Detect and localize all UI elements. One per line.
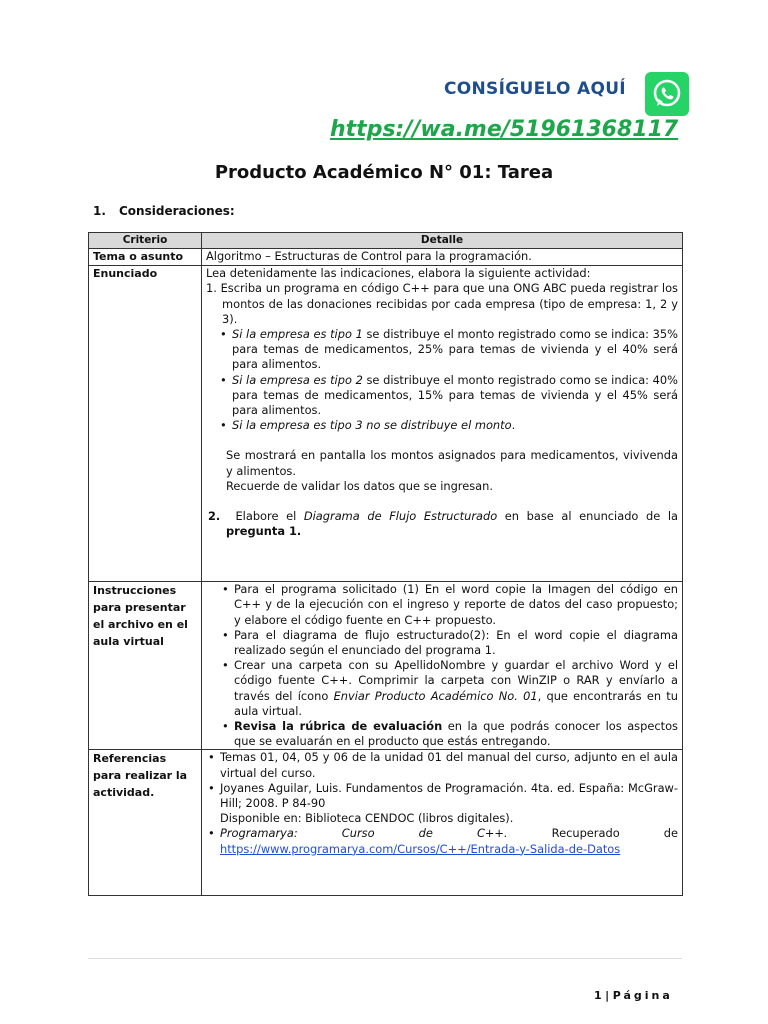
row-label-instrucciones: Instrucciones para presentar el archivo en el aula virtual	[89, 582, 202, 750]
enunciado-item-1	[206, 281, 678, 327]
list-item	[220, 719, 678, 749]
programarya-link[interactable]: https://www.programarya.com/Cursos/C++/Entrada-y-Salida-de-Datos	[220, 841, 621, 856]
section-number: 1.	[93, 204, 106, 218]
bullet-3-post: , que encontrarás en tu aula virtual.	[234, 688, 678, 718]
row-label-referencias: Referencias para realizar la actividad.	[89, 750, 202, 896]
ref-3-mid: Recuperado de	[507, 826, 682, 841]
section-heading	[93, 204, 235, 218]
enunciado-note-2: Recuerde de validar los datos que se ingresan.	[226, 478, 494, 493]
item-2-mid: en base al enunciado de la	[497, 509, 678, 524]
table-row-tema	[89, 249, 683, 266]
ref-2-text: Joyanes Aguilar, Luis. Fundamentos de Programación. 4ta. ed. España: McGraw-Hill; 2008. P 84-90	[220, 780, 678, 811]
row-detail-referencias	[202, 750, 683, 896]
considerations-table	[88, 232, 683, 896]
bullet-4-text: en la que podrás conocer los aspectos que se evaluarán en el producto que estás entregando.	[234, 719, 678, 749]
list-item	[218, 373, 678, 419]
bullet-3-italic: Enviar Producto Académico No. 01	[333, 688, 538, 703]
list-item	[218, 418, 678, 433]
header-criterio: Criterio	[89, 233, 202, 249]
bullet-3-italic: Si la empresa es tipo 3 no se distribuye el monto	[232, 418, 512, 433]
bullet-1-text: se distribuye el monto registrado como se indica: 35% para temas de medicamentos, 25% para temas de vivienda y el 40% será para alimentos.	[232, 327, 678, 372]
bullet-3-text: .	[511, 418, 516, 433]
bullet-4-bold: Revisa la rúbrica de evaluación	[234, 719, 443, 734]
document-title: Producto Académico N° 01: Tarea	[214, 162, 554, 183]
bullet-1-italic: Si la empresa es tipo 1	[232, 327, 363, 342]
page-number: 1	[594, 989, 602, 1002]
bullet-2-text: se distribuye el monto registrado como se indica: 40% para temas de medicamentos, 15% para temas de vivienda y el 45% será para alimentos.	[232, 372, 678, 418]
whatsapp-icon[interactable]	[645, 72, 689, 116]
bullet-3-pre: Crear una carpeta con su ApellidoNombre y guardar el archivo Word y el código fuente C++. Comprimir la carpeta con WinZIP o RAR y envíarlo a través del ícono	[234, 658, 678, 703]
list-item: • Temas 01, 04, 05 y 06 de la unidad 01 del manual del curso, adjunto en el aula virtual del curso.	[206, 750, 678, 780]
ref-2-availability: Disponible en: Biblioteca CENDOC (libros digitales).	[220, 811, 514, 826]
list-item: • Para el diagrama de flujo estructurado(2): En el word copie el diagrama realizado según el enunciado del programa 1.	[220, 628, 678, 658]
item-2-end: .	[296, 524, 302, 539]
table-row-instrucciones	[89, 582, 683, 750]
enunciado-bullets	[218, 327, 678, 433]
list-item	[220, 658, 678, 719]
promo-title: CONSÍGUELO AQUÍ	[444, 79, 626, 99]
section-title: Consideraciones:	[119, 204, 235, 218]
instrucciones-bullets	[220, 582, 678, 749]
list-item	[206, 781, 678, 827]
enunciado-item-2	[206, 509, 678, 539]
bullet-2-italic: Si la empresa es tipo 2	[232, 372, 363, 387]
item-2-italic: Diagrama de Flujo Estructurado	[303, 509, 498, 524]
item-2-bold: pregunta 1	[226, 524, 297, 539]
row-detail-tema: Algoritmo – Estructuras de Control para la programación.	[202, 249, 683, 266]
item-1-number: 1.	[206, 281, 217, 296]
footer-divider	[88, 958, 682, 959]
ref-3-italic: Programarya: Curso de C++.	[220, 826, 508, 841]
header-detalle: Detalle	[202, 233, 683, 249]
enunciado-note-1: Se mostrará en pantalla los montos asignados para medicamentos, vivivenda y alimentos.	[226, 448, 678, 478]
referencias-bullets	[206, 750, 682, 856]
list-item	[218, 327, 678, 373]
page-label: Página	[612, 989, 673, 1002]
page-footer	[594, 989, 673, 1002]
row-detail-instrucciones	[202, 582, 683, 750]
table-row-enunciado	[89, 266, 683, 582]
list-item: • Para el programa solicitado (1) En el word copie la Imagen del código en C++ y de la ejecución con el ingreso y reporte de datos del caso propuesto; y elabore el código fuente en C++ propuesto.	[220, 582, 678, 628]
promo-banner	[0, 0, 768, 160]
item-2-pre: Elabore el	[235, 509, 304, 524]
list-item	[206, 826, 682, 856]
item-1-text: Escriba un programa en código C++ para que una ONG ABC pueda registrar los montos de las donaciones recibidas por cada empresa (tipo de empresa: 1, 2 y 3).	[220, 281, 678, 326]
table-row-referencias	[89, 750, 683, 896]
whatsapp-link[interactable]: https://wa.me/51961368117	[330, 117, 679, 142]
row-label-enunciado: Enunciado	[89, 266, 202, 582]
row-detail-enunciado	[202, 266, 683, 582]
enunciado-intro: Lea detenidamente las indicaciones, elabora la siguiente actividad:	[206, 266, 591, 281]
table-header-row	[89, 233, 683, 249]
item-2-number: 2.	[208, 509, 221, 524]
row-label-tema: Tema o asunto	[89, 249, 202, 266]
footer-separator: |	[605, 989, 610, 1002]
